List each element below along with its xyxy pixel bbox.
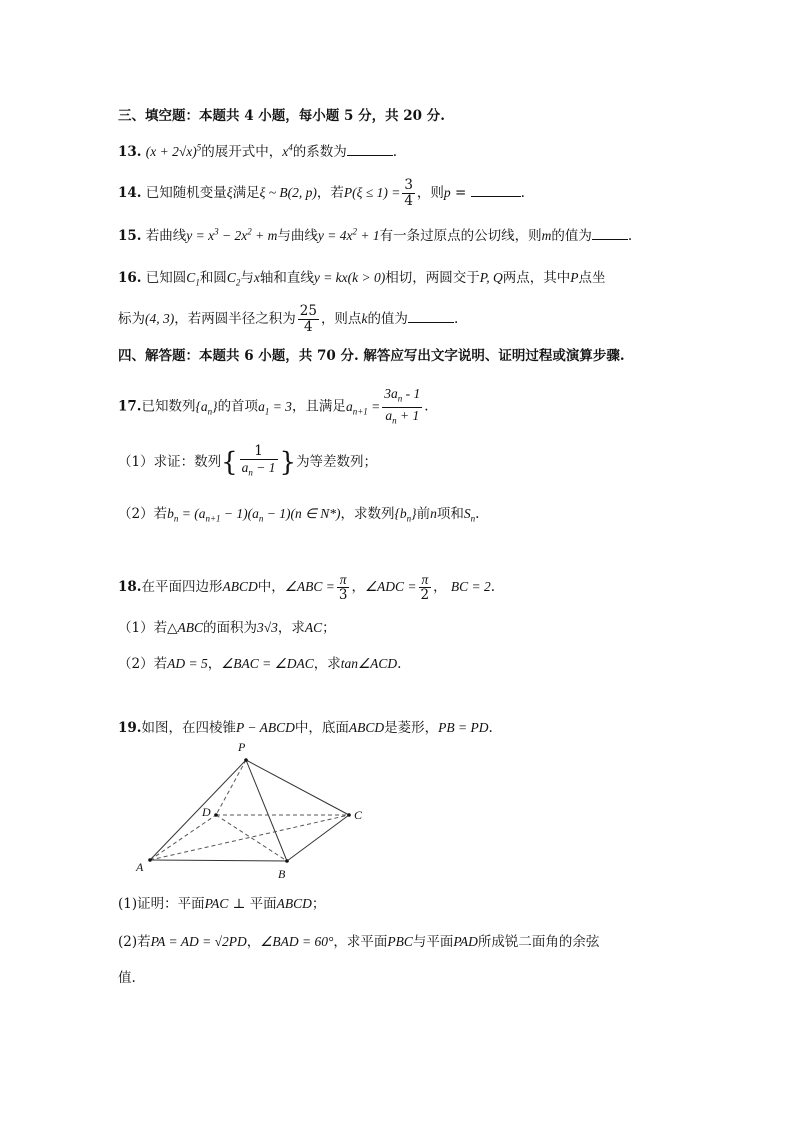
vertex-label-b: B	[278, 867, 286, 881]
q13-text: 的展开式中，	[201, 144, 283, 160]
q17-text1: 已知数列	[141, 398, 196, 415]
q17-p1-text-b: 为等差数列；	[296, 453, 378, 470]
q16-fraction: $\frac{25}{4}$	[299, 303, 317, 335]
question-13	[118, 140, 397, 160]
q14-distribution: ξ ~ B(2, p)	[259, 185, 317, 200]
q18-angle1-fraction: $\frac{\pi}{3}$	[338, 572, 348, 603]
q17-p1-text-a: （1）求证：数列	[118, 453, 222, 470]
q14-text1: 已知随机变量	[145, 185, 227, 201]
q19-p2-text-b: ，	[246, 934, 261, 950]
q15-text1: 若曲线	[145, 228, 187, 244]
q18-number: 18.	[118, 579, 142, 595]
q16-text-i: ，若两圆半径之积为	[174, 311, 296, 327]
q16-text-a: 已知圆	[145, 270, 187, 286]
q19-p2-text-c: ，求平面	[333, 934, 388, 950]
q14-period: .	[520, 185, 525, 201]
q16-text-d: 轴和直线	[259, 270, 314, 286]
q19-p1-text-c: ；	[311, 896, 326, 912]
q18-period: .	[490, 579, 496, 595]
q18-text2: 中，	[257, 579, 285, 595]
question-19-part2-cont	[118, 966, 136, 986]
q14-fraction: $\frac{3}{4}$	[404, 177, 413, 209]
q13-text-end: 的系数为	[292, 144, 347, 160]
q13-term: $x^4$	[282, 142, 293, 159]
q16-text-f: 两点，其中	[502, 270, 571, 286]
q16-text-b: 和圆	[199, 270, 227, 286]
q15-curve1: $y = x^3 - 2x^2 + m$	[186, 226, 278, 243]
question-17: 17.已知数列$\{a_n\}$的首项$a_1 = 3$，且满足$a_{n+1}$ = $\frac{3a_n - 1}{a_n + 1}$ .	[118, 386, 429, 428]
question-17-part2: （2）若$b_n = (a_{n+1} - 1)(a_n - 1)(n$ ∈ N*)，求数列$\{b_n\}$前n项和$S_n$.	[118, 506, 480, 524]
q16-number: 16.	[118, 270, 142, 286]
question-16-line1: 16. 已知圆$C_1$和圆$C_2$与x轴和直线y = kx(k > 0)相切，两圆交于P, Q两点，其中P点坐	[118, 270, 606, 288]
q15-text3: 有一条过原点的公切线，则	[379, 228, 542, 244]
q19-text1: 如图，在四棱锥	[141, 720, 236, 736]
q18-p2-text-b: ，求	[313, 656, 341, 672]
vertex-label-a: A	[136, 860, 144, 874]
q15-number: 15.	[118, 228, 142, 244]
q16-period: .	[453, 311, 459, 327]
q16-text-g: 点坐	[578, 270, 606, 286]
question-19-part1: (1)证明：平面PAC ⊥ 平面ABCD；	[118, 896, 326, 912]
vertex-label-d: D	[202, 805, 211, 819]
q19-p2-text-d: 与平面	[412, 934, 454, 950]
q19-p1-text-b: 平面	[249, 896, 277, 912]
q18-p1-text-d: ；	[322, 620, 336, 636]
q19-number: 19.	[118, 720, 142, 736]
q19-p2-text-e: 所成锐二面角的余弦	[477, 934, 600, 950]
q17-recurrence-fraction: $\frac{3a_n - 1}{a_n + 1}$	[384, 386, 421, 426]
q15-period: .	[627, 228, 633, 244]
section4-heading: 四、解答题：本题共 6 小题，共 70 分. 解答应写出文字说明、证明过程或演算步骤.	[118, 348, 625, 364]
q14-text2: 满足	[232, 185, 260, 201]
question-17-part1: （1）求证：数列{ $\frac{1}{a_n - 1}$ }为等差数列；	[118, 444, 377, 481]
q19-period: .	[488, 720, 493, 736]
q14-number: 14.	[118, 185, 142, 201]
q16-text-k: 的值为	[367, 311, 408, 327]
q14-xi: ξ	[226, 185, 233, 200]
q18-p1-text-b: 的面积为	[202, 620, 257, 636]
q19-p2-text-a: (2)若	[118, 934, 151, 950]
q14-text4: ，则	[416, 185, 444, 201]
q16-text-h: 标为	[118, 311, 145, 327]
q17-text3: ，且满足	[291, 398, 346, 415]
question-14: 14. 已知随机变量ξ满足ξ ~ B(2, p)，若P(ξ ≤ 1) = $\frac{3}{4}$ ，则p = .	[118, 177, 525, 209]
q17-p2-text-a: （2）若	[118, 506, 168, 522]
q17-bn-def: $b_n = (a_{n+1} - 1)(a_n - 1)(n$ ∈ N*)	[167, 506, 341, 524]
vertex-label-c: C	[354, 808, 363, 822]
q19-text2: 中，底面	[294, 720, 349, 736]
q19-p2-condition: PA = AD = √2PD	[150, 934, 247, 949]
q13-answer-blank[interactable]	[347, 143, 393, 156]
q18-p1-text-c: ，求	[277, 620, 305, 636]
q17-p2-text-c: 前	[416, 506, 431, 522]
q15-text2: 与曲线	[277, 228, 318, 244]
q16-line-eq: y = kx(k > 0)	[313, 270, 386, 285]
q14-probability: P(ξ ≤ 1) =	[343, 185, 401, 200]
question-18-part1: （1）若△ABC的面积为3√3，求AC；	[118, 620, 336, 636]
question-18: 18.在平面四边形ABCD中，∠ABC = $\frac{\pi}{3}$ ，∠ADC = $\frac{\pi}{2}$ ， BC = 2.	[118, 572, 496, 603]
q19-text3: 是菱形，	[384, 720, 439, 736]
q15-answer-blank[interactable]	[592, 227, 628, 240]
q14-text3: ，若	[316, 185, 344, 201]
vertex-label-p: P	[238, 740, 246, 754]
q13-number: 13.	[118, 144, 142, 160]
pyramid-figure	[128, 736, 378, 881]
q18-p2-text-a: （2）若	[118, 656, 168, 672]
question-19-part2: (2)若PA = AD = √2PD，∠BAD = 60°，求平面PBC与平面PAD所成锐二面角的余弦	[118, 934, 600, 950]
q16-text-c: 与	[240, 270, 254, 286]
q14-answer-blank[interactable]	[471, 184, 521, 197]
q17-p2-text-b: ，求数列	[340, 506, 395, 522]
section3-heading: 三、填空题：本题共 4 小题，每小题 5 分，共 20 分.	[118, 108, 445, 124]
q16-point: (4, 3)	[145, 311, 175, 326]
q13-period: .	[392, 144, 398, 160]
q17-a1: $a_1 = 3$	[258, 398, 292, 417]
q17-p2-text-d: 项和	[436, 506, 464, 522]
q16-text-j: ，则点	[320, 311, 362, 327]
q18-bc: BC = 2	[450, 579, 491, 594]
q17-text2: 的首项	[217, 398, 259, 415]
q17-p1-fraction: $\frac{1}{a_n - 1}$	[241, 443, 276, 478]
q16-answer-blank[interactable]	[408, 310, 454, 323]
question-16-line2: 标为(4, 3)，若两圆半径之积为 $\frac{25}{4}$ ，则点k的值为 .	[118, 303, 459, 335]
q15-text4: 的值为	[551, 228, 592, 244]
q19-p1-text-a: (1)证明：平面	[118, 896, 205, 912]
question-19: 19.如图，在四棱锥P − ABCD中，底面ABCD是菱形，PB = PD.	[118, 720, 493, 736]
question-18-part2: （2）若AD = 5，∠BAC = ∠DAC，求tan∠ACD.	[118, 656, 402, 672]
q19-p2-text-f: 值.	[118, 970, 136, 986]
q15-curve2: $y = 4x^2 + 1$	[317, 226, 380, 243]
q18-p2-period: .	[397, 656, 402, 672]
q18-text1: 在平面四边形	[141, 579, 223, 595]
q17-number: 17.	[118, 398, 142, 415]
q18-p1-text-a: （1）若△	[118, 620, 178, 636]
q17-p2-period: .	[475, 506, 480, 522]
question-15: 15. 若曲线$y = x^3 - 2x^2 + m$与曲线$y = 4x^2 + 1$有一条过原点的公切线，则m的值为 .	[118, 226, 633, 244]
q17-period: .	[424, 398, 429, 415]
q13-expression: $(x + 2√x)^5$	[145, 142, 202, 159]
q16-text-e: 相切，两圆交于	[385, 270, 480, 286]
q18-angle2-fraction: $\frac{\pi}{2}$	[420, 572, 430, 603]
